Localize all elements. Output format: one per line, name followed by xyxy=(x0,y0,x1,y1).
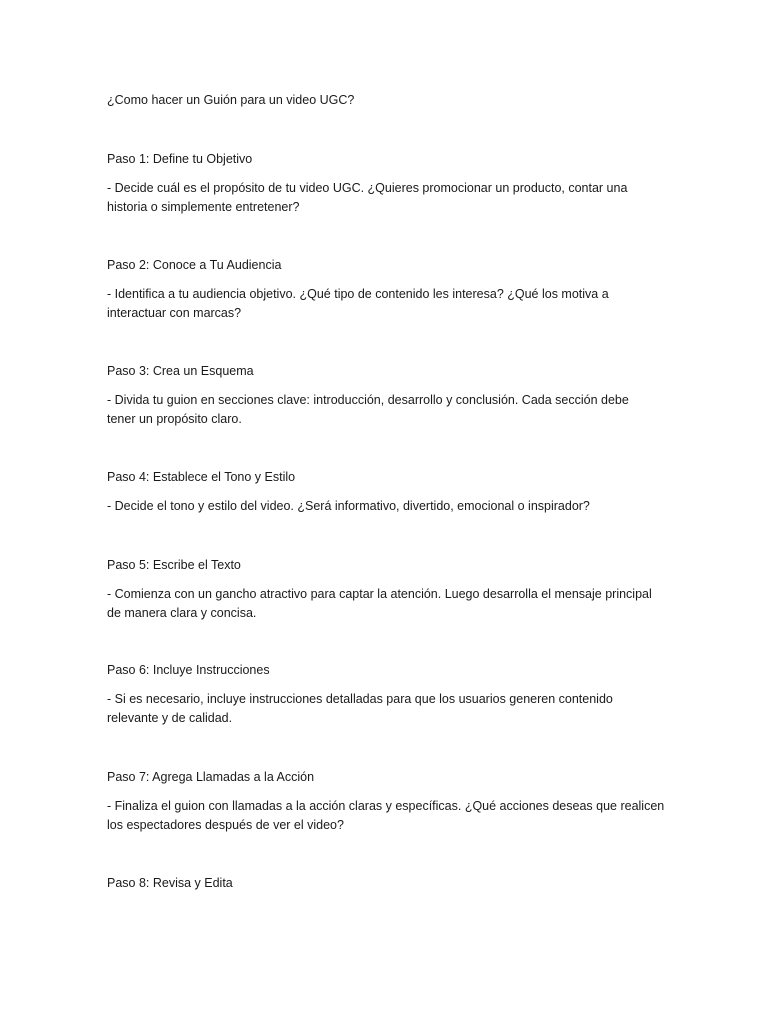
step-5-heading: Paso 5: Escribe el Texto xyxy=(107,558,241,572)
step-6-heading: Paso 6: Incluye Instrucciones xyxy=(107,663,270,677)
step-3-line-1: - Divida tu guion en secciones clave: introducción, desarrollo y conclusión. Cada sección debe xyxy=(107,393,629,407)
step-4-body xyxy=(107,497,667,516)
step-1-heading: Paso 1: Define tu Objetivo xyxy=(107,152,253,166)
step-4-line-1: - Decide el tono y estilo del video. ¿Será informativo, divertido, emocional o inspirador? xyxy=(107,499,590,513)
step-1-line-2: historia o simplemente entretener? xyxy=(107,200,300,214)
step-6-body xyxy=(107,690,667,728)
document-title: ¿Como hacer un Guión para un video UGC? xyxy=(107,93,355,107)
step-3-line-2: tener un propósito claro. xyxy=(107,412,242,426)
step-3-heading: Paso 3: Crea un Esquema xyxy=(107,364,254,378)
step-5-line-1: - Comienza con un gancho atractivo para captar la atención. Luego desarrolla el mensaje principal xyxy=(107,587,652,601)
step-2-line-1: - Identifica a tu audiencia objetivo. ¿Qué tipo de contenido les interesa? ¿Qué los motiva a xyxy=(107,287,609,301)
step-8-heading: Paso 8: Revisa y Edita xyxy=(107,876,233,890)
step-1-line-1: - Decide cuál es el propósito de tu video UGC. ¿Quieres promocionar un producto, contar una xyxy=(107,181,628,195)
step-5-body xyxy=(107,585,667,623)
step-2-heading: Paso 2: Conoce a Tu Audiencia xyxy=(107,258,282,272)
step-6-line-1: - Si es necesario, incluye instrucciones detalladas para que los usuarios generen contenido xyxy=(107,692,613,706)
step-7-line-2: los espectadores después de ver el video? xyxy=(107,818,344,832)
step-7-body xyxy=(107,797,667,835)
step-2-line-2: interactuar con marcas? xyxy=(107,306,242,320)
step-7-heading: Paso 7: Agrega Llamadas a la Acción xyxy=(107,770,315,784)
step-7-line-1: - Finaliza el guion con llamadas a la acción claras y específicas. ¿Qué acciones deseas que realicen xyxy=(107,799,665,813)
step-2-body xyxy=(107,285,667,323)
step-4-heading: Paso 4: Establece el Tono y Estilo xyxy=(107,470,296,484)
step-6-line-2: relevante y de calidad. xyxy=(107,711,233,725)
step-3-body xyxy=(107,391,667,429)
step-5-line-2: de manera clara y concisa. xyxy=(107,606,257,620)
step-1-body xyxy=(107,179,667,217)
